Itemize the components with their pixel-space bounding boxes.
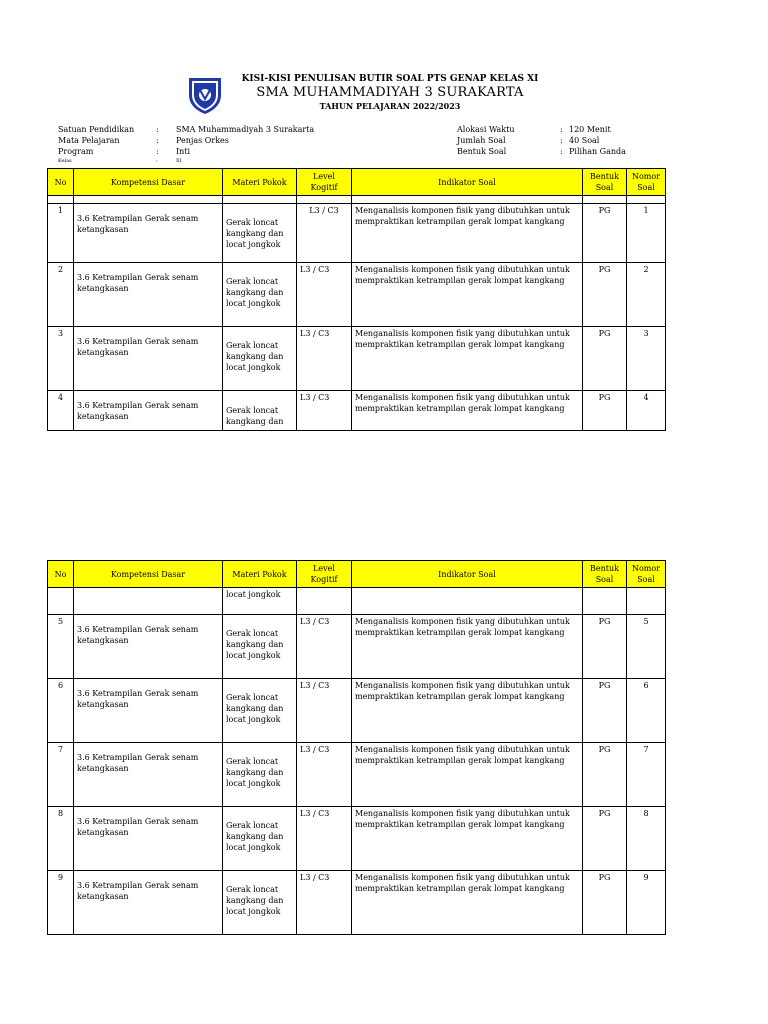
col-header-indikator: Indikator Soal: [352, 561, 583, 588]
cell-level: L3 / C3: [297, 871, 352, 935]
cell-materi: [223, 615, 297, 679]
cell-kd-text: 3.6 Ketrampilan Gerak senam ketangkasan: [77, 689, 199, 709]
cell-kd: [74, 204, 223, 263]
continuation-row: [48, 588, 666, 615]
meta-jumlah-label: Jumlah Soal: [457, 136, 506, 145]
cell-level: L3 / C3: [297, 391, 352, 431]
table-row: [48, 871, 666, 935]
cell-materi-text: Gerak loncat kangkang dan locat jongkok: [226, 693, 284, 724]
col-header-materi: Materi Pokok: [223, 561, 297, 588]
cell-no: 7: [48, 743, 74, 807]
cell-kd-text: 3.6 Ketrampilan Gerak senam ketangkasan: [77, 401, 199, 421]
cell-indikator: Menganalisis komponen fisik yang dibutuhkan untuk mempraktikan ketrampilan gerak lompat kangkang: [352, 263, 583, 327]
meta-colon: :: [156, 158, 158, 164]
cell-bentuk: PG: [583, 679, 627, 743]
cell-indikator: Menganalisis komponen fisik yang dibutuhkan untuk mempraktikan ketrampilan gerak lompat kangkang: [352, 391, 583, 431]
cell-materi-text: Gerak loncat kangkang dan locat jongkok: [226, 218, 284, 249]
cell-materi-text: Gerak loncat kangkang dan locat jongkok: [226, 885, 284, 916]
cell-indikator: Menganalisis komponen fisik yang dibutuhkan untuk mempraktikan ketrampilan gerak lompat kangkang: [352, 615, 583, 679]
cell-materi-text: Gerak loncat kangkang dan locat jongkok: [226, 341, 284, 372]
cell-kd: [74, 615, 223, 679]
table-row: [48, 679, 666, 743]
table-row: [48, 807, 666, 871]
table-header-row: [48, 169, 666, 196]
meta-kelas-value: XI: [176, 158, 182, 164]
cell-nomor: 6: [627, 679, 666, 743]
col-header-level: Level Kogitif: [297, 169, 352, 196]
cell-nomor: 9: [627, 871, 666, 935]
cell-nomor: 3: [627, 327, 666, 391]
cell-materi-text: Gerak loncat kangkang dan: [226, 406, 284, 426]
table-header-row: [48, 561, 666, 588]
cell-kd: [74, 327, 223, 391]
kisi-kisi-table-page2: [47, 560, 666, 935]
cell-materi-text: Gerak loncat kangkang dan locat jongkok: [226, 821, 284, 852]
meta-satuan-label: Satuan Pendidikan: [58, 125, 135, 134]
col-header-bentuk: Bentuk Soal: [583, 561, 627, 588]
cell-nomor: 7: [627, 743, 666, 807]
cell-no: 4: [48, 391, 74, 431]
cell-materi-text: Gerak loncat kangkang dan locat jongkok: [226, 757, 284, 788]
cell-kd: [74, 743, 223, 807]
meta-program-value: Inti: [176, 147, 191, 156]
doc-title-year: TAHUN PELAJARAN 2022/2023: [319, 101, 461, 111]
cell-bentuk: PG: [583, 204, 627, 263]
cell-no: 2: [48, 263, 74, 327]
cell-bentuk: PG: [583, 871, 627, 935]
cell-no: 5: [48, 615, 74, 679]
cell-kd: [74, 263, 223, 327]
table-row: [48, 743, 666, 807]
table-row: [48, 391, 666, 431]
cell-kd-text: 3.6 Ketrampilan Gerak senam ketangkasan: [77, 817, 199, 837]
cell-indikator: Menganalisis komponen fisik yang dibutuhkan untuk mempraktikan ketrampilan gerak lompat kangkang: [352, 807, 583, 871]
table-row: [48, 327, 666, 391]
cell-kd-text: 3.6 Ketrampilan Gerak senam ketangkasan: [77, 273, 199, 293]
cell-materi: [223, 391, 297, 431]
meta-colon: :: [156, 147, 159, 156]
cell-bentuk: PG: [583, 807, 627, 871]
col-header-nomor: Nomor Soal: [627, 169, 666, 196]
cell-materi-continued: locat jongkok: [223, 588, 297, 615]
cell-indikator: Menganalisis komponen fisik yang dibutuhkan untuk mempraktikan ketrampilan gerak lompat kangkang: [352, 204, 583, 263]
doc-title-line1: KISI-KISI PENULISAN BUTIR SOAL PTS GENAP KELAS XI: [241, 74, 539, 84]
cell-bentuk: PG: [583, 263, 627, 327]
cell-kd-text: 3.6 Ketrampilan Gerak senam ketangkasan: [77, 881, 199, 901]
cell-level: L3 / C3: [297, 743, 352, 807]
meta-alokasi-value: 120 Menit: [569, 125, 611, 134]
meta-mapel-value: Penjas Orkes: [176, 136, 229, 145]
doc-title-school: SMA MUHAMMADIYAH 3 SURAKARTA: [256, 85, 524, 100]
cell-materi: [223, 871, 297, 935]
cell-kd-text: 3.6 Ketrampilan Gerak senam ketangkasan: [77, 753, 199, 773]
cell-bentuk: PG: [583, 391, 627, 431]
meta-colon: :: [560, 147, 563, 156]
cell-no: 9: [48, 871, 74, 935]
table-row: [48, 204, 666, 263]
cell-materi: [223, 327, 297, 391]
cell-materi: [223, 679, 297, 743]
cell-indikator: Menganalisis komponen fisik yang dibutuhkan untuk mempraktikan ketrampilan gerak lompat kangkang: [352, 679, 583, 743]
meta-block: [0, 0, 768, 170]
col-header-kd: Kompetensi Dasar: [74, 561, 223, 588]
cell-materi: [223, 807, 297, 871]
meta-kelas-label: Kelas: [58, 158, 72, 164]
kisi-kisi-table-page1: [47, 168, 666, 431]
cell-level: L3 / C3: [297, 679, 352, 743]
meta-colon: :: [156, 136, 159, 145]
cell-no: 6: [48, 679, 74, 743]
cell-level: L3 / C3: [297, 327, 352, 391]
col-header-indikator: Indikator Soal: [352, 169, 583, 196]
cell-materi-text: Gerak loncat kangkang dan locat jongkok: [226, 277, 284, 308]
col-header-no: No: [48, 561, 74, 588]
cell-kd: [74, 679, 223, 743]
table-row: [48, 263, 666, 327]
cell-nomor: 5: [627, 615, 666, 679]
cell-no: 8: [48, 807, 74, 871]
cell-materi: [223, 743, 297, 807]
cell-bentuk: PG: [583, 327, 627, 391]
meta-program-label: Program: [58, 147, 94, 156]
meta-colon: :: [560, 125, 563, 134]
cell-level: L3 / C3: [297, 615, 352, 679]
meta-colon: :: [560, 136, 563, 145]
cell-no: 3: [48, 327, 74, 391]
meta-bentuk-label: Bentuk Soal: [457, 147, 507, 156]
meta-mapel-label: Mata Pelajaran: [58, 136, 120, 145]
meta-jumlah-value: 40 Soal: [569, 136, 600, 145]
col-header-kd: Kompetensi Dasar: [74, 169, 223, 196]
cell-level: L3 / C3: [297, 807, 352, 871]
meta-satuan-value: SMA Muhammadiyah 3 Surakarta: [176, 125, 315, 134]
cell-nomor: 2: [627, 263, 666, 327]
cell-kd-text: 3.6 Ketrampilan Gerak senam ketangkasan: [77, 214, 199, 234]
col-header-level: Level Kogitif: [297, 561, 352, 588]
cell-indikator: Menganalisis komponen fisik yang dibutuhkan untuk mempraktikan ketrampilan gerak lompat kangkang: [352, 327, 583, 391]
col-header-no: No: [48, 169, 74, 196]
meta-colon: :: [156, 125, 159, 134]
meta-alokasi-label: Alokasi Waktu: [457, 125, 515, 134]
cell-materi: [223, 204, 297, 263]
cell-kd-text: 3.6 Ketrampilan Gerak senam ketangkasan: [77, 337, 199, 357]
cell-materi: [223, 263, 297, 327]
cell-level: L3 / C3: [297, 204, 352, 263]
col-header-nomor: Nomor Soal: [627, 561, 666, 588]
cell-kd: [74, 807, 223, 871]
cell-level: L3 / C3: [297, 263, 352, 327]
meta-bentuk-value: Pilihan Ganda: [569, 147, 626, 156]
cell-nomor: 8: [627, 807, 666, 871]
cell-indikator: Menganalisis komponen fisik yang dibutuhkan untuk mempraktikan ketrampilan gerak lompat kangkang: [352, 743, 583, 807]
cell-kd-text: 3.6 Ketrampilan Gerak senam ketangkasan: [77, 625, 199, 645]
cell-bentuk: PG: [583, 615, 627, 679]
cell-no: 1: [48, 204, 74, 263]
cell-kd: [74, 391, 223, 431]
spacer-row: [48, 196, 666, 204]
cell-kd: [74, 871, 223, 935]
cell-bentuk: PG: [583, 743, 627, 807]
table-row: [48, 615, 666, 679]
col-header-materi: Materi Pokok: [223, 169, 297, 196]
col-header-bentuk: Bentuk Soal: [583, 169, 627, 196]
cell-nomor: 4: [627, 391, 666, 431]
cell-materi-text: Gerak loncat kangkang dan locat jongkok: [226, 629, 284, 660]
cell-indikator: Menganalisis komponen fisik yang dibutuhkan untuk mempraktikan ketrampilan gerak lompat kangkang: [352, 871, 583, 935]
cell-nomor: 1: [627, 204, 666, 263]
